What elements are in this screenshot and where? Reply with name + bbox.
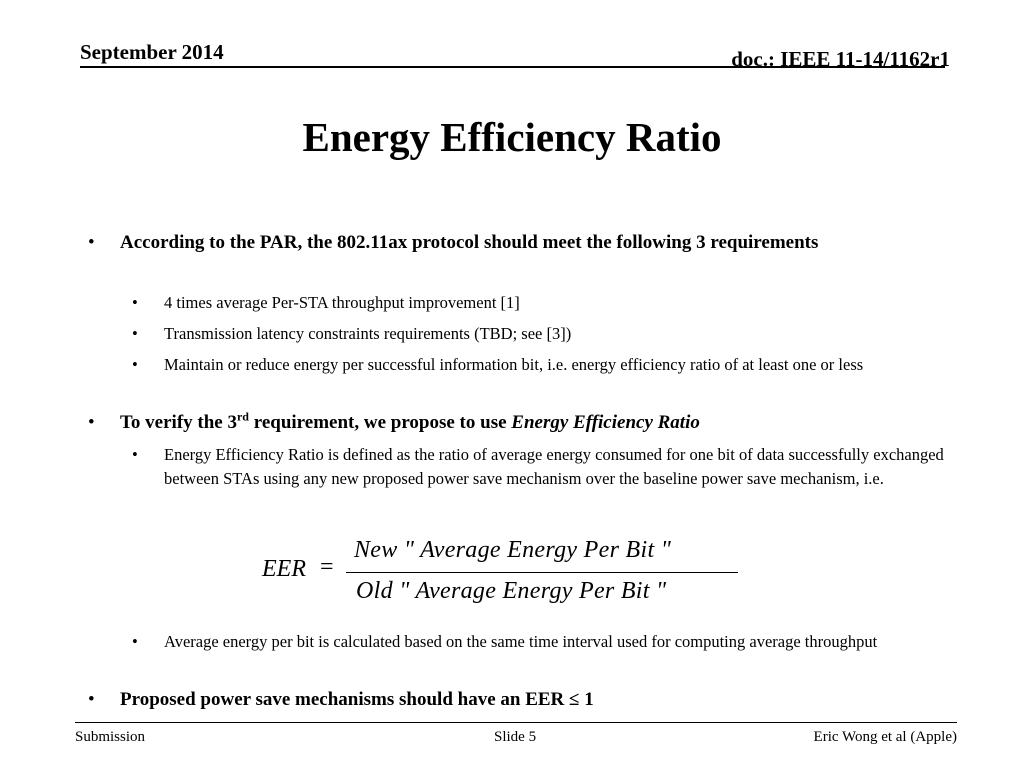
- bullet-verify-prefix: To verify the 3: [120, 412, 237, 433]
- sub-bullet-throughput: • 4 times average Per-STA throughput improvement [1]: [164, 291, 954, 315]
- slide-title: Energy Efficiency Ratio: [302, 114, 722, 160]
- bullet-verify: [120, 409, 940, 436]
- footer-slide-number: Slide 5: [494, 729, 537, 745]
- bullet-verify-middle: requirement, we propose to use: [248, 412, 512, 433]
- equation-fraction-bar: [346, 572, 738, 573]
- equation-lhs: EER: [262, 556, 306, 582]
- footer-divider: [75, 722, 957, 723]
- bullet-verify-emphasis: Energy Efficiency Ratio: [511, 412, 700, 433]
- footer-author: Eric Wong et al (Apple): [813, 729, 957, 745]
- footer-submission: Submission: [75, 729, 146, 745]
- bullet-requirements: • According to the PAR, the 802.11ax protocol should meet the following 3 requirements: [120, 229, 940, 256]
- sub-bullet-latency: • Transmission latency constraints requirements (TBD; see [3]): [164, 322, 954, 346]
- sub-bullet-eer-definition: • Energy Efficiency Ratio is defined as the ratio of average energy consumed for one bit of data successfully exchanged between STAs using any new proposed power save mechanism over the baseline power save mechanism, i.e.: [164, 443, 954, 491]
- bullet-proposed: • Proposed power save mechanisms should have an EER ≤ 1: [120, 686, 940, 713]
- sub-bullet-energy: • Maintain or reduce energy per successful information bit, i.e. energy efficiency ratio of at least one or less: [164, 353, 954, 377]
- header-divider: [80, 66, 945, 68]
- bullet-verify-sup: rd: [236, 409, 249, 424]
- header-date: September 2014: [80, 40, 224, 64]
- equation-numerator: New " Average Energy Per Bit ": [354, 537, 672, 563]
- sub-bullet-average-energy: • Average energy per bit is calculated based on the same time interval used for computing average throughput: [164, 630, 954, 654]
- equation-denominator: Old " Average Energy Per Bit ": [356, 578, 667, 604]
- header-doc-id: doc.: IEEE 11-14/1162r1: [731, 47, 950, 71]
- equation-equals: =: [320, 554, 334, 580]
